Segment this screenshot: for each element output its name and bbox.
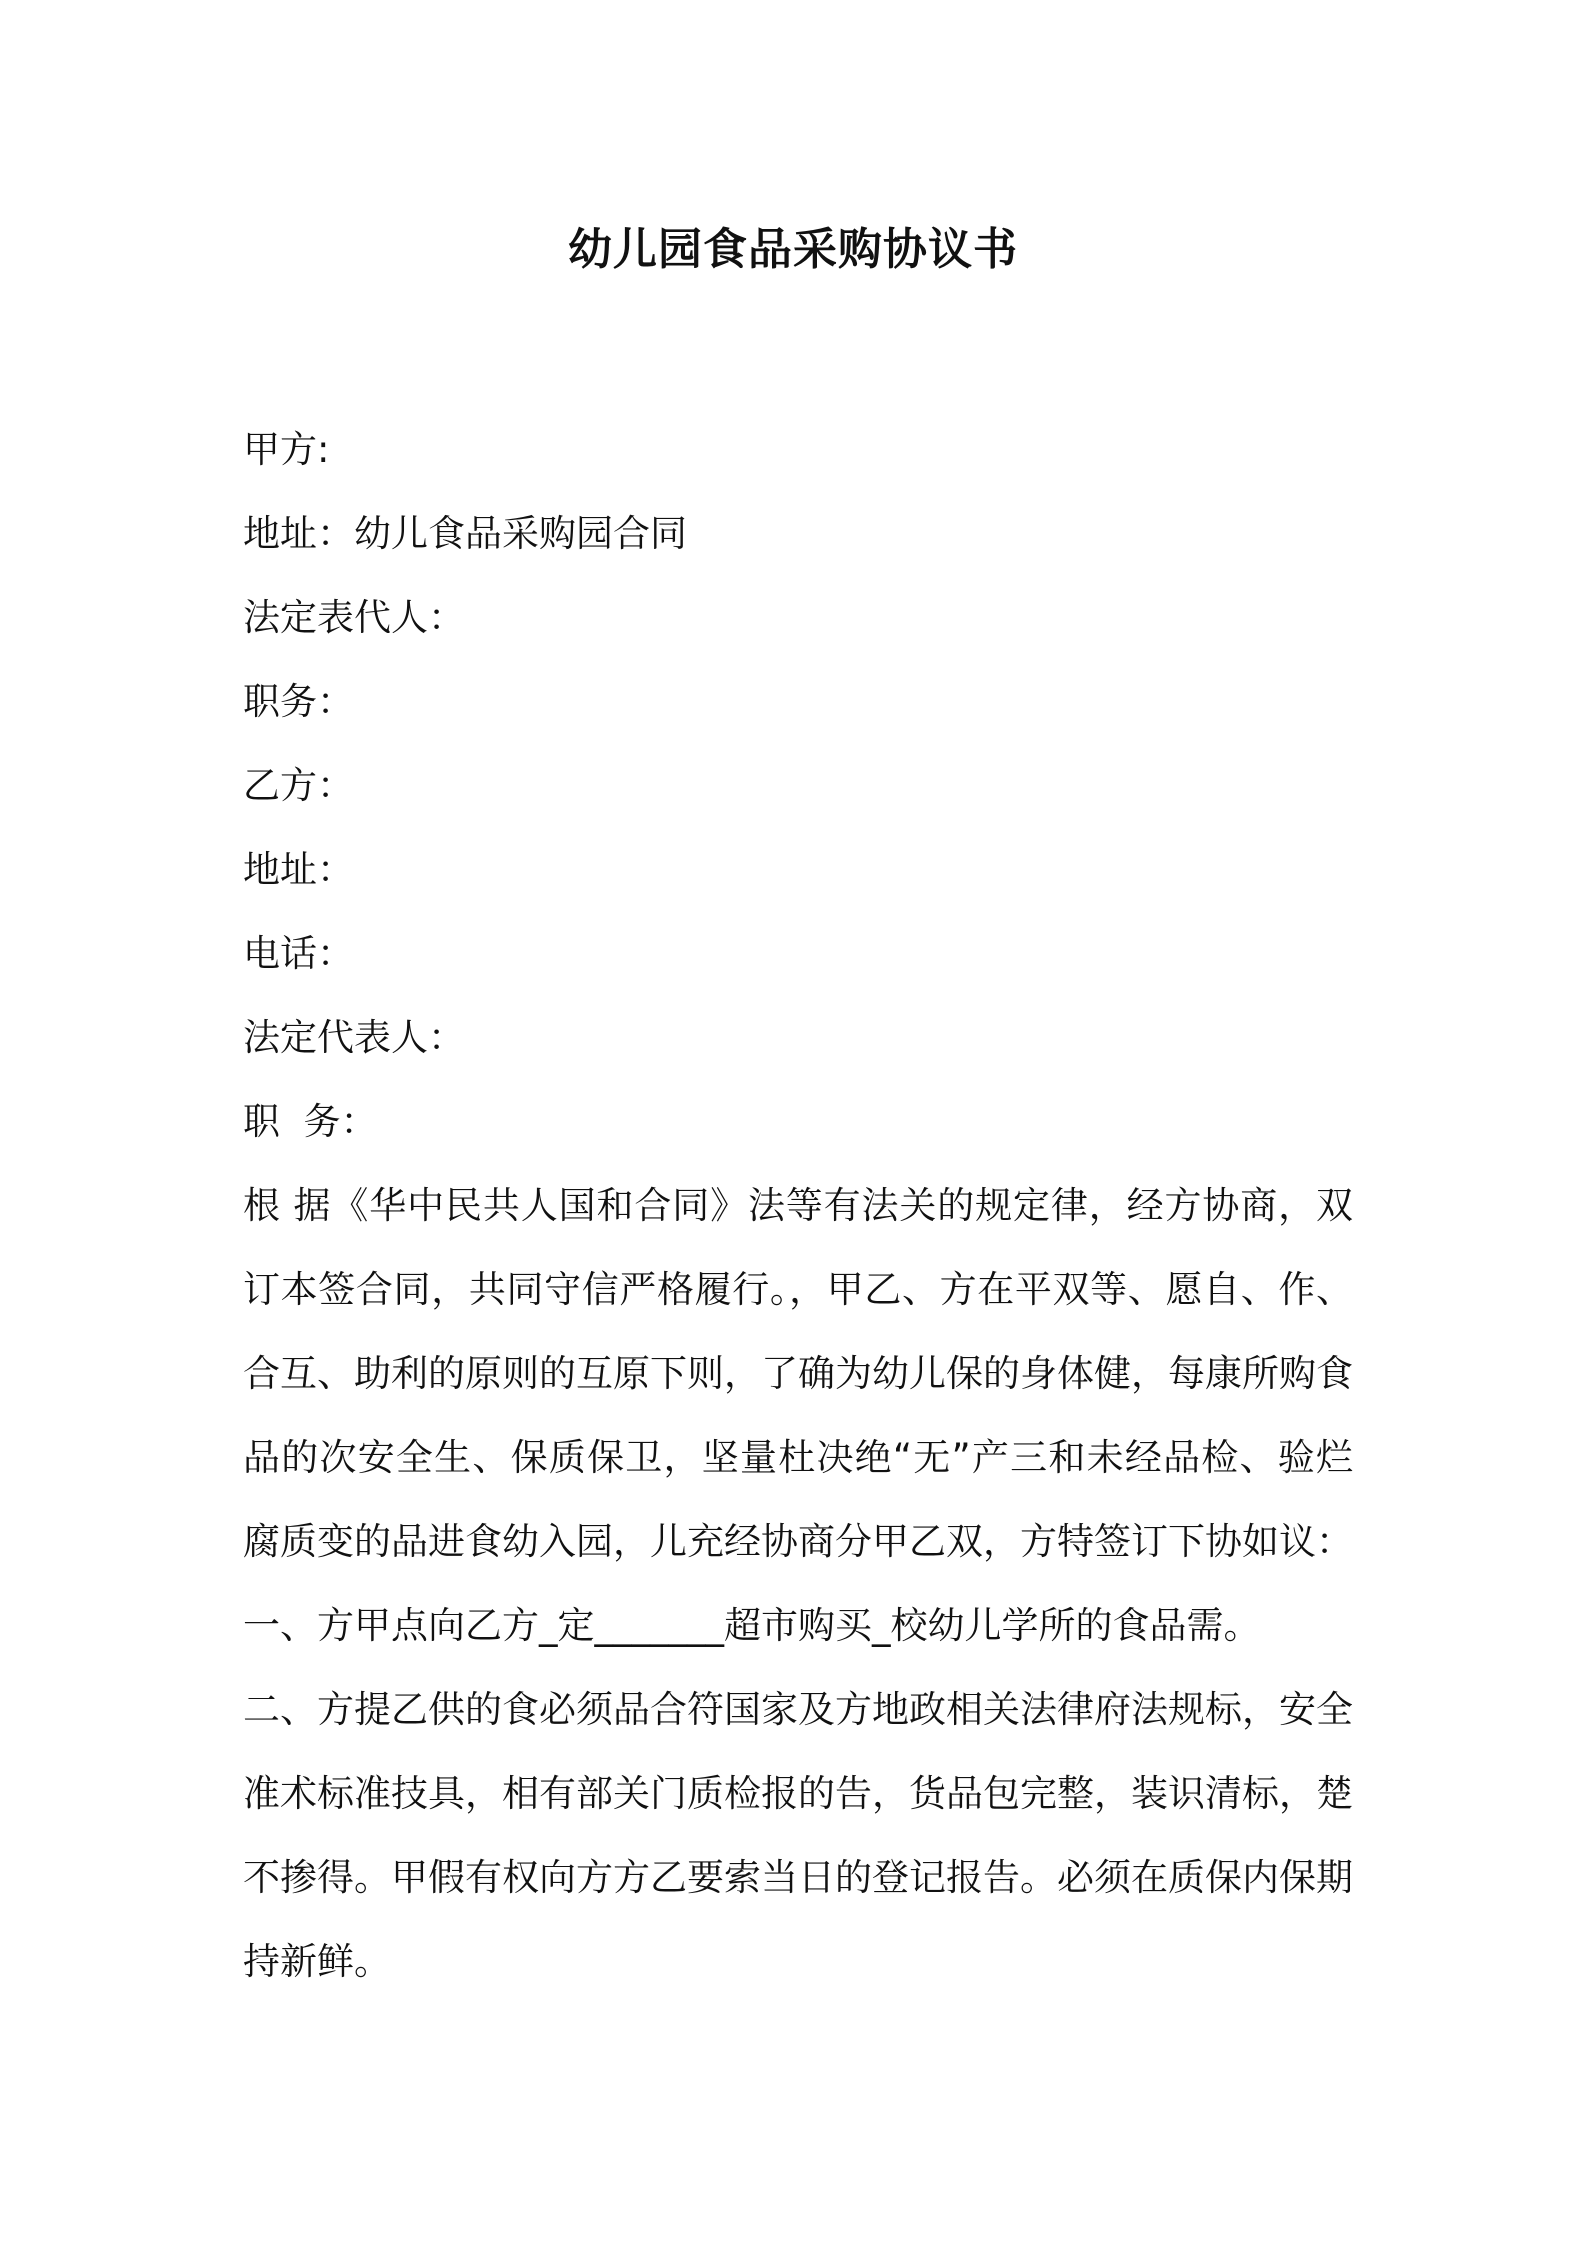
paragraph-clause-2: 二、方提乙供的食必须品合符国家及方地政相关法律府法规标，安全准术标准技具，相有部关门质检报的告，货品包完整，装识清标，楚不掺得。甲假有权向方方乙要索当日的登记报告。必须在质保内保期持新鲜。: [243, 1688, 1353, 1983]
field-party-a: 甲方:: [243, 428, 330, 471]
field-party-b-legal-rep: 法定代表人：: [243, 1016, 465, 1059]
paragraph-clause-1: 一、方甲点向乙方_定_______超市购买_校幼儿学所的食品需。: [243, 1604, 1261, 1647]
paragraph-preamble: 根 据《华中民共人国和合同》法等有法关的规定律，经方协商，双订本签合同，共同守信严格履行。，甲乙、方在平双等、愿自、作、合互、助利的原则的互原下则，了确为幼儿保的身体健，每康所购食品的次安全生、保质保卫，坚量杜决绝“无”产三和未经品检、验烂腐质变的品进食幼入园，儿充经协商分甲乙双，方特签订下协如议：: [243, 1184, 1353, 1563]
field-party-a-address: 地址：幼儿食品采购园合同: [243, 512, 687, 555]
document-title: 幼儿园食品采购协议书: [568, 224, 1018, 275]
document-body: [243, 408, 1353, 2004]
field-party-b: 乙方：: [243, 764, 354, 807]
field-party-a-position: 职务：: [243, 680, 354, 723]
field-party-b-address: 地址：: [243, 848, 354, 891]
field-party-a-legal-rep: 法定表代人：: [243, 596, 465, 639]
field-party-b-position: 职 务：: [243, 1100, 378, 1143]
field-party-b-phone: 电话：: [243, 932, 354, 975]
